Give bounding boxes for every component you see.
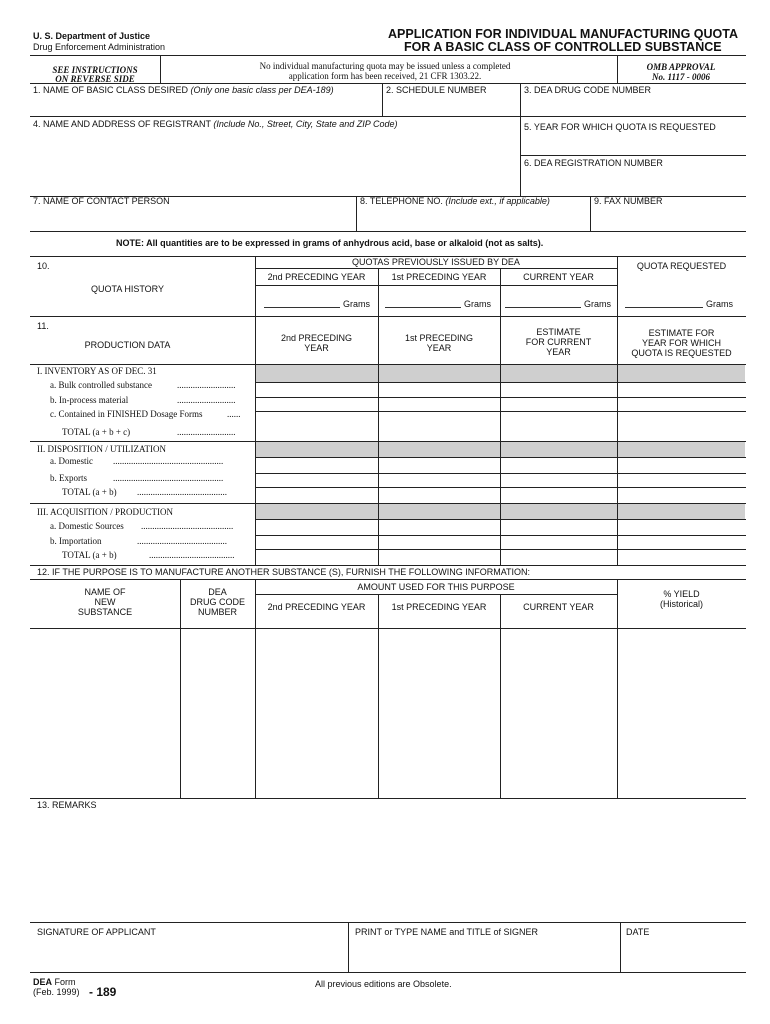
acquisition-importation-label: b. Importation (50, 536, 102, 546)
disposition-total-label: TOTAL (a + b) (62, 487, 117, 497)
omb-number: No. 1117 - 0006 (651, 72, 710, 82)
disposition-heading: II. DISPOSITION / UTILIZATION (37, 444, 166, 454)
signature-applicant-label: SIGNATURE OF APPLICANT (37, 927, 156, 937)
quota-current-year-header: CURRENT YEAR (523, 272, 594, 282)
remarks-label: 13. REMARKS (37, 800, 97, 810)
section-11-number: 11. (37, 321, 49, 331)
field-3-label: 3. DEA DRUG CODE NUMBER (524, 85, 652, 95)
inventory-heading: I. INVENTORY AS OF DEC. 31 (37, 366, 157, 376)
amount-current-year-header: CURRENT YEAR (523, 602, 594, 612)
inventory-in-process-label: b. In-process material (50, 395, 129, 405)
field-7-label: 7. NAME OF CONTACT PERSON (33, 196, 170, 206)
amount-2nd-preceding-header: 2nd PRECEDING YEAR (267, 602, 366, 612)
inventory-finished-label: c. Contained in FINISHED Dosage Forms (50, 409, 203, 419)
disposition-exports-label: b. Exports (50, 473, 87, 483)
quota-2nd-preceding-header: 2nd PRECEDING YEAR (267, 272, 366, 282)
quotas-previously-issued-header: QUOTAS PREVIOUSLY ISSUED BY DEA (352, 257, 520, 267)
acquisition-heading: III. ACQUISITION / PRODUCTION (37, 507, 173, 517)
quota-notice-line1: No individual manufacturing quota may be issued unless a completed (259, 61, 511, 71)
section-10-number: 10. (37, 261, 50, 271)
grams-note: NOTE: All quantities are to be expressed in grams of anhydrous acid, base or alkaloid (not as salts). (116, 238, 544, 248)
see-instructions-reverse: ON REVERSE SIDE (55, 74, 135, 84)
inventory-total-label: TOTAL (a + b + c) (62, 427, 131, 437)
field-5-label: 5. YEAR FOR WHICH QUOTA IS REQUESTED (524, 122, 716, 132)
form-title-line1: APPLICATION FOR INDIVIDUAL MANUFACTURING QUOTA (388, 27, 738, 41)
grams-unit: Grams (464, 299, 491, 309)
prod-2nd-preceding-header: 2nd PRECEDING YEAR (280, 333, 353, 353)
acquisition-domestic-label: a. Domestic Sources (50, 521, 124, 531)
new-substance-drug-code-header: DEA DRUG CODE NUMBER (189, 587, 245, 617)
obsolete-notice: All previous editions are Obsolete. (315, 979, 452, 989)
field-6-label: 6. DEA REGISTRATION NUMBER (524, 158, 663, 168)
field-4-label: 4. NAME AND ADDRESS OF REGISTRANT (Include No., Street, City, State and ZIP Code) (33, 119, 398, 129)
field-2-label: 2. SCHEDULE NUMBER (386, 85, 487, 95)
footer-form-number: - 189 (89, 985, 117, 999)
form-title-line2: FOR A BASIC CLASS OF CONTROLLED SUBSTANCE (404, 40, 722, 54)
acquisition-total-label: TOTAL (a + b) (62, 550, 117, 560)
amount-1st-preceding-header: 1st PRECEDING YEAR (391, 602, 487, 612)
field-1-label: 1. NAME OF BASIC CLASS DESIRED (Only one basic class per DEA-189) (33, 85, 334, 95)
date-label: DATE (626, 927, 650, 937)
agency-name: U. S. Department of Justice (33, 31, 151, 41)
signer-name-title-label: PRINT or TYPE NAME and TITLE of SIGNER (355, 927, 539, 937)
prod-estimate-current-header: ESTIMATE FOR CURRENT YEAR (525, 327, 592, 357)
footer-form-label: DEA Form (33, 977, 76, 987)
grams-unit: Grams (343, 299, 370, 309)
production-data-label: PRODUCTION DATA (84, 340, 171, 350)
inventory-bulk-label: a. Bulk controlled substance (50, 380, 152, 390)
footer-form-date: (Feb. 1999) (33, 987, 80, 997)
quota-notice-line2: application form has been received, 21 CFR 1303.22. (288, 71, 482, 81)
section-12-title: 12. IF THE PURPOSE IS TO MANUFACTURE ANOTHER SUBSTANCE (S), FURNISH THE FOLLOWING INFORMATION: (37, 567, 531, 577)
field-8-label: 8. TELEPHONE NO. (Include ext., if applicable) (360, 196, 550, 206)
sub-agency-name: Drug Enforcement Administration (33, 42, 166, 52)
quota-1st-preceding-header: 1st PRECEDING YEAR (391, 272, 487, 282)
grams-unit: Grams (706, 299, 733, 309)
field-9-label: 9. FAX NUMBER (594, 196, 663, 206)
omb-approval: OMB APPROVAL (646, 62, 716, 72)
amount-used-header: AMOUNT USED FOR THIS PURPOSE (357, 582, 515, 592)
prod-1st-preceding-header: 1st PRECEDING YEAR (404, 333, 473, 353)
quota-history-label: QUOTA HISTORY (90, 284, 164, 294)
quota-requested-header: QUOTA REQUESTED (636, 261, 727, 271)
grams-unit: Grams (584, 299, 611, 309)
prod-estimate-requested-header: ESTIMATE FOR YEAR FOR WHICH QUOTA IS REQUESTED (631, 328, 732, 358)
see-instructions: SEE INSTRUCTIONS (52, 65, 138, 75)
percent-yield-header: % YIELD (Historical) (659, 589, 703, 609)
disposition-domestic-label: a. Domestic (50, 456, 93, 466)
new-substance-name-header: NAME OF NEW SUBSTANCE (77, 587, 133, 617)
